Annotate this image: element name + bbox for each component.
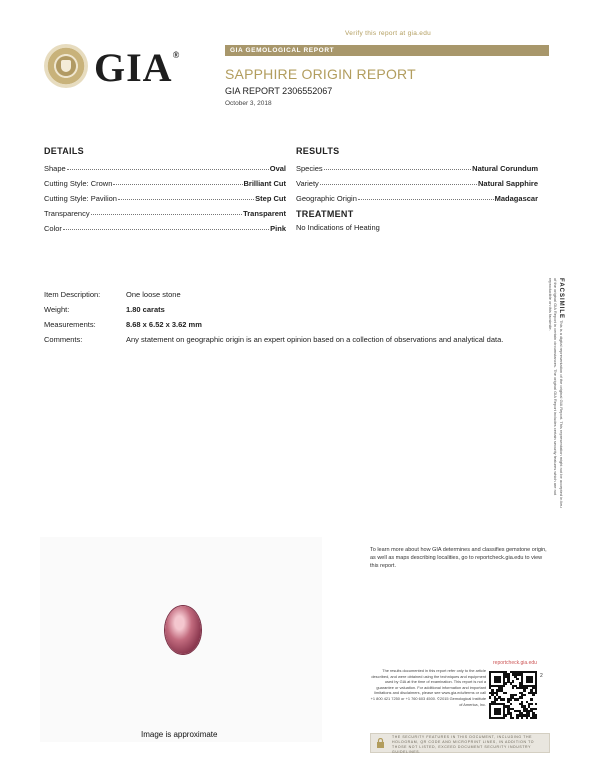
report-number: GIA REPORT 2306552067	[225, 86, 333, 96]
results-row: Variety Natural Sapphire	[296, 179, 538, 188]
details-row: Shape Oval	[44, 164, 286, 173]
sapphire-stone-image	[165, 606, 201, 654]
results-row: Geographic Origin Madagascar	[296, 194, 538, 203]
results-row: Species Natural Corundum	[296, 164, 538, 173]
item-row: Item Description: One loose stone	[44, 290, 181, 299]
details-row: Cutting Style: Crown Brilliant Cut	[44, 179, 286, 188]
results-section	[296, 146, 538, 232]
item-row: Measurements: 8.68 x 6.52 x 3.62 mm	[44, 320, 202, 329]
item-info	[44, 287, 544, 347]
details-row: Transparency Transparent	[44, 209, 286, 218]
report-date: October 3, 2018	[225, 100, 272, 107]
facsimile-notice	[550, 278, 564, 508]
qr-superscript: 2	[540, 673, 543, 679]
learn-more-text: To learn more about how GIA determines and classifies gemstone origin, as well as maps describing localities, go to reportcheck.gia.edu to view this report.	[370, 547, 547, 569]
details-section	[44, 146, 286, 233]
treatment-heading: TREATMENT	[296, 209, 354, 219]
details-row: Cutting Style: Pavilion Step Cut	[44, 194, 286, 203]
facsimile-text: This is a digital representation of the original GIA Report. This representation might not be accepted in lieu of the original GIA Report in certain circumstances. The original GIA Report includes certain security features which are not reproducible on this facsimile.	[548, 278, 564, 508]
treatment-value: No Indications of Heating	[296, 223, 380, 232]
reportcheck-link[interactable]: reportcheck.gia.edu	[493, 660, 537, 666]
details-heading: DETAILS	[44, 146, 84, 156]
report-title: SAPPHIRE ORIGIN REPORT	[225, 66, 416, 82]
item-row: Weight: 1.80 carats	[44, 305, 165, 314]
facsimile-title: FACSIMILE	[558, 278, 564, 320]
results-heading: RESULTS	[296, 146, 340, 156]
gia-seal-icon	[44, 44, 88, 88]
lock-icon	[376, 738, 385, 748]
gia-logo: GIA®	[94, 45, 181, 90]
security-text: THE SECURITY FEATURES IN THIS DOCUMENT, INCLUDING THE HOLOGRAM, QR CODE AND MICROPRINT LINES, IN ADDITION TO THOSE NOT LISTED, EXCEED DOCUMENT SECURITY INDUSTRY GUIDELINES.	[392, 735, 535, 754]
image-caption: Image is approximate	[141, 730, 218, 739]
qr-code[interactable]	[489, 671, 537, 719]
details-row: Color Pink	[44, 224, 286, 233]
report-band: GIA GEMOLOGICAL REPORT	[225, 45, 549, 56]
item-row: Comments: Any statement on geographic origin is an expert opinion based on a collection of observations and analytical data.	[44, 335, 504, 344]
legal-disclaimer: The results documented in this report refer only to the article described, and were obtained using the techniques and equipment used by GIA at the time of examination. This report is not a guarantee or valuation. For additional information and important limitations and disclaimers, please see www.gia.edu/terms or call +1 800 421 7250 or +1 760 603 4500. ©2015 Gemological Institute of America, Inc.	[370, 668, 486, 707]
verify-link[interactable]: Verify this report at gia.edu	[345, 30, 432, 37]
